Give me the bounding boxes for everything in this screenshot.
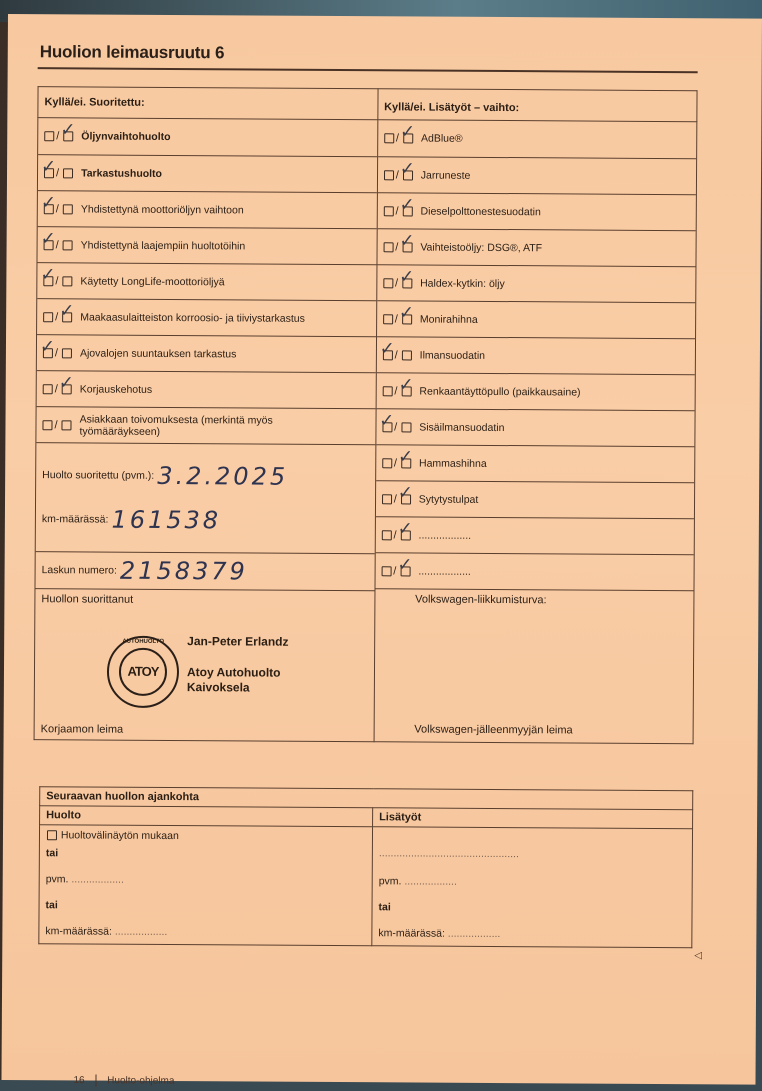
checklist-item-label: Haldex-kytkin: öljy [420, 277, 505, 290]
checkbox-icon[interactable] [41, 420, 51, 430]
or-label: tai [378, 901, 391, 914]
checkbox-icon[interactable] [43, 131, 53, 141]
checked-checkbox-icon[interactable]: ✓ [397, 553, 413, 575]
left-checklist-item[interactable] [37, 334, 376, 372]
checkbox-icon[interactable] [42, 384, 52, 394]
invoice-value[interactable]: 2158379 [119, 556, 248, 586]
left-checklist-item[interactable] [38, 154, 377, 192]
right-checklist-item[interactable] [376, 408, 695, 446]
right-checklist-item[interactable] [376, 480, 695, 518]
checkbox-icon[interactable] [62, 168, 72, 178]
next-service-left-header: Huolto [40, 806, 373, 827]
checkbox-icon[interactable] [47, 830, 57, 840]
checklist-item-label: Ilmansuodatin [419, 349, 486, 362]
yes-no-separator: / [55, 274, 59, 287]
checklist-item-label: Yhdistettynä laajempiin huoltotöihin [80, 238, 246, 252]
checked-checkbox-icon[interactable]: ✓ [399, 157, 415, 179]
yes-no-separator: / [55, 238, 59, 251]
stamp-ring-text: AUTOHUOLTO [122, 638, 165, 645]
checked-checkbox-icon[interactable]: ✓ [58, 371, 74, 393]
checkbox-icon[interactable] [61, 276, 71, 286]
service-stamp-table [34, 86, 698, 744]
right-checklist-item[interactable] [375, 516, 694, 554]
next-service-table [38, 786, 693, 948]
next-service-right-cell [372, 827, 693, 948]
checkbox-icon[interactable] [382, 206, 392, 216]
checkbox-icon[interactable] [383, 133, 393, 143]
yes-no-separator: / [395, 132, 400, 145]
stamp-logo-text: ATOY [119, 648, 167, 696]
right-checklist-item[interactable] [377, 192, 696, 230]
checklist-item-label: Dieselpolttonestesuodatin [420, 205, 541, 218]
checklist-item-label: Asiakkaan toivomuksesta (merkintä myös työmääräykseen) [79, 412, 273, 438]
stamp-text [187, 634, 289, 696]
checked-checkbox-icon[interactable]: ✓ [399, 229, 415, 251]
yes-no-separator: / [395, 168, 399, 181]
next-km-row[interactable]: km-määrässä: .................. [45, 925, 168, 938]
checked-checkbox-icon[interactable]: ✓ [39, 335, 56, 357]
checklist-item-label: Ajovalojen suuntauksen tarkastus [79, 346, 237, 360]
service-date-label: Huolto suoritettu (pvm.): [42, 469, 155, 482]
yes-no-separator: / [54, 382, 58, 395]
left-checklist-item[interactable] [36, 406, 375, 444]
workshop-stamp-logo [107, 636, 179, 708]
checkbox-icon[interactable] [62, 240, 72, 250]
stamp-company: Atoy Autohuolto [186, 665, 281, 680]
checkbox-icon[interactable] [382, 278, 392, 288]
title-divider [38, 67, 698, 73]
checked-checkbox-icon[interactable]: ✓ [379, 337, 395, 359]
km-row [42, 505, 221, 534]
next-date-row[interactable]: pvm. .................. [45, 873, 124, 886]
next-service-right-header: Lisätyöt [373, 808, 693, 829]
left-checklist-item[interactable] [38, 190, 377, 228]
extra-date-row[interactable]: pvm. .................. [378, 875, 457, 888]
checked-checkbox-icon[interactable]: ✓ [399, 121, 416, 143]
checklist-item-label: Hammashihna [418, 457, 487, 470]
page-title: Huolion leimausruutu 6 [39, 42, 225, 63]
yes-no-separator: / [394, 384, 398, 397]
km-label: km-määrässä: [41, 513, 109, 526]
checklist-item-label: Sytytystulpat [418, 493, 479, 506]
checked-checkbox-icon[interactable]: ✓ [399, 193, 415, 215]
dealer-stamp-cell [374, 588, 693, 741]
workshop-stamp-cell [35, 588, 375, 741]
service-date-row [42, 461, 288, 491]
mobility-guarantee-label: Volkswagen-liikkumisturva: [415, 593, 547, 607]
left-checklist-item[interactable] [37, 370, 376, 408]
yes-no-separator: / [394, 348, 398, 361]
checklist-item-label: Maakaasulaitteiston korroosio- ja tiiviystarkastus [80, 310, 305, 325]
checklist-item-label: .................. [418, 529, 472, 542]
workshop-stamp-label: Korjaamon leima [40, 723, 124, 736]
yes-no-separator: / [54, 418, 58, 431]
checked-checkbox-icon[interactable]: ✓ [397, 517, 413, 539]
dealer-stamp-label: Volkswagen-jälleenmyyjän leima [414, 723, 573, 737]
checked-checkbox-icon[interactable]: ✓ [399, 265, 415, 287]
left-items-column [34, 118, 377, 742]
checked-checkbox-icon[interactable]: ✓ [40, 191, 57, 213]
yes-no-separator: / [394, 420, 398, 433]
footer-section: Huolto-ohjelma [107, 1075, 175, 1087]
checked-checkbox-icon[interactable]: ✓ [398, 373, 414, 395]
left-checklist-item[interactable] [37, 262, 376, 300]
page-number: 16 [73, 1075, 85, 1087]
yes-no-separator: / [394, 312, 398, 325]
left-column-header: Kyllä/ei. Suoritettu: [38, 87, 378, 120]
page-footer [73, 1074, 174, 1087]
checkbox-icon[interactable] [383, 170, 393, 180]
checklist-item-label: Tarkastushuolto [81, 166, 163, 180]
checklist-item-label: Vaihteistoöljy: DSG®, ATF [420, 241, 543, 254]
service-booklet-page [1, 14, 761, 1085]
yes-no-separator: / [54, 346, 59, 359]
checkbox-icon[interactable] [401, 350, 411, 360]
yes-no-separator: / [393, 564, 397, 577]
checkbox-icon[interactable] [380, 530, 390, 540]
page-turn-arrow-icon: ◁ [694, 950, 702, 962]
left-checklist-item[interactable] [37, 298, 376, 336]
checked-checkbox-icon[interactable]: ✓ [41, 155, 57, 177]
checklist-item-label: Renkaantäyttöpullo (paikkausaine) [419, 385, 581, 399]
left-checklist-item[interactable] [38, 118, 377, 156]
option-service-interval[interactable]: Huoltovälinäytön mukaan [46, 829, 179, 842]
right-checklist-item[interactable] [377, 336, 696, 374]
yes-no-separator: / [55, 166, 60, 179]
checklist-item-label: AdBlue® [420, 132, 463, 145]
checked-checkbox-icon[interactable]: ✓ [40, 227, 56, 249]
right-checklist-item[interactable] [378, 156, 697, 194]
checkbox-icon[interactable] [61, 348, 71, 358]
checked-checkbox-icon[interactable]: ✓ [397, 481, 413, 503]
extra-work-line[interactable]: ................................................ [378, 847, 519, 861]
stamp-technician-name: Jan-Peter Erlandz [187, 634, 289, 649]
checkbox-icon[interactable] [380, 566, 390, 576]
right-checklist-item[interactable] [377, 228, 696, 266]
checkbox-icon[interactable] [400, 422, 410, 432]
checked-checkbox-icon[interactable]: ✓ [397, 445, 414, 467]
checkbox-icon[interactable] [381, 386, 391, 396]
checked-checkbox-icon[interactable]: ✓ [59, 299, 75, 321]
left-checklist-item[interactable] [37, 226, 376, 264]
yes-no-separator: / [55, 310, 59, 323]
yes-no-separator: / [395, 240, 399, 253]
right-column-header: Kyllä/ei. Lisätyöt – vaihto: [378, 89, 697, 122]
footer-divider [95, 1075, 96, 1087]
right-checklist-item[interactable] [376, 444, 695, 482]
checklist-item-label: Käytetty LongLife-moottoriöljyä [80, 274, 225, 288]
yes-no-separator: / [393, 528, 397, 541]
right-checklist-item[interactable] [377, 264, 696, 302]
yes-no-separator: / [395, 276, 399, 289]
right-checklist-item[interactable] [377, 300, 696, 338]
yes-no-separator: / [393, 456, 398, 469]
next-service-left-cell [39, 825, 373, 946]
checked-checkbox-icon[interactable]: ✓ [60, 119, 76, 141]
invoice-row [35, 551, 374, 590]
checkbox-icon[interactable] [382, 242, 392, 252]
checklist-item-label: Yhdistettynä moottoriöljyn vaihtoon [80, 202, 244, 216]
checklist-item-label: Sisäilmansuodatin [419, 421, 505, 434]
checklist-item-label: Jarruneste [420, 169, 471, 182]
checked-checkbox-icon[interactable]: ✓ [379, 409, 395, 431]
km-value[interactable]: 161538 [111, 505, 222, 535]
right-items-column [374, 120, 697, 744]
right-checklist-item[interactable] [378, 120, 697, 158]
checkbox-icon[interactable] [61, 420, 71, 430]
yes-no-separator: / [395, 204, 399, 217]
yes-no-separator: / [393, 492, 397, 505]
checked-checkbox-icon[interactable]: ✓ [398, 301, 415, 323]
checkbox-icon[interactable] [381, 458, 391, 468]
checked-checkbox-icon[interactable]: ✓ [40, 263, 56, 285]
extra-km-row[interactable]: km-määrässä: .................. [378, 927, 501, 941]
checkbox-icon[interactable] [382, 314, 392, 324]
performed-by-label: Huollon suorittanut [41, 593, 134, 606]
yes-no-separator: / [56, 130, 60, 143]
checkbox-icon[interactable] [381, 494, 391, 504]
right-checklist-item[interactable] [375, 552, 694, 590]
next-service-title: Seuraavan huollon ajankohta [40, 787, 693, 810]
invoice-label: Laskun numero: [41, 564, 117, 577]
checklist-item-label: Korjauskehotus [79, 382, 153, 396]
checkbox-icon[interactable] [62, 204, 72, 214]
yes-no-separator: / [55, 202, 59, 215]
service-info-block [36, 442, 375, 553]
checklist-item-label: Monirahihna [419, 313, 478, 326]
stamp-location: Kaivoksela [186, 680, 250, 695]
or-label: tai [45, 847, 59, 860]
right-checklist-item[interactable] [376, 372, 695, 410]
or-label: tai [45, 899, 58, 912]
checklist-item-label: Öljynvaihtohuolto [81, 130, 171, 143]
checkbox-icon[interactable] [42, 312, 52, 322]
service-date-value[interactable]: 3.2.2025 [157, 461, 289, 491]
checklist-item-label: .................. [418, 565, 471, 578]
